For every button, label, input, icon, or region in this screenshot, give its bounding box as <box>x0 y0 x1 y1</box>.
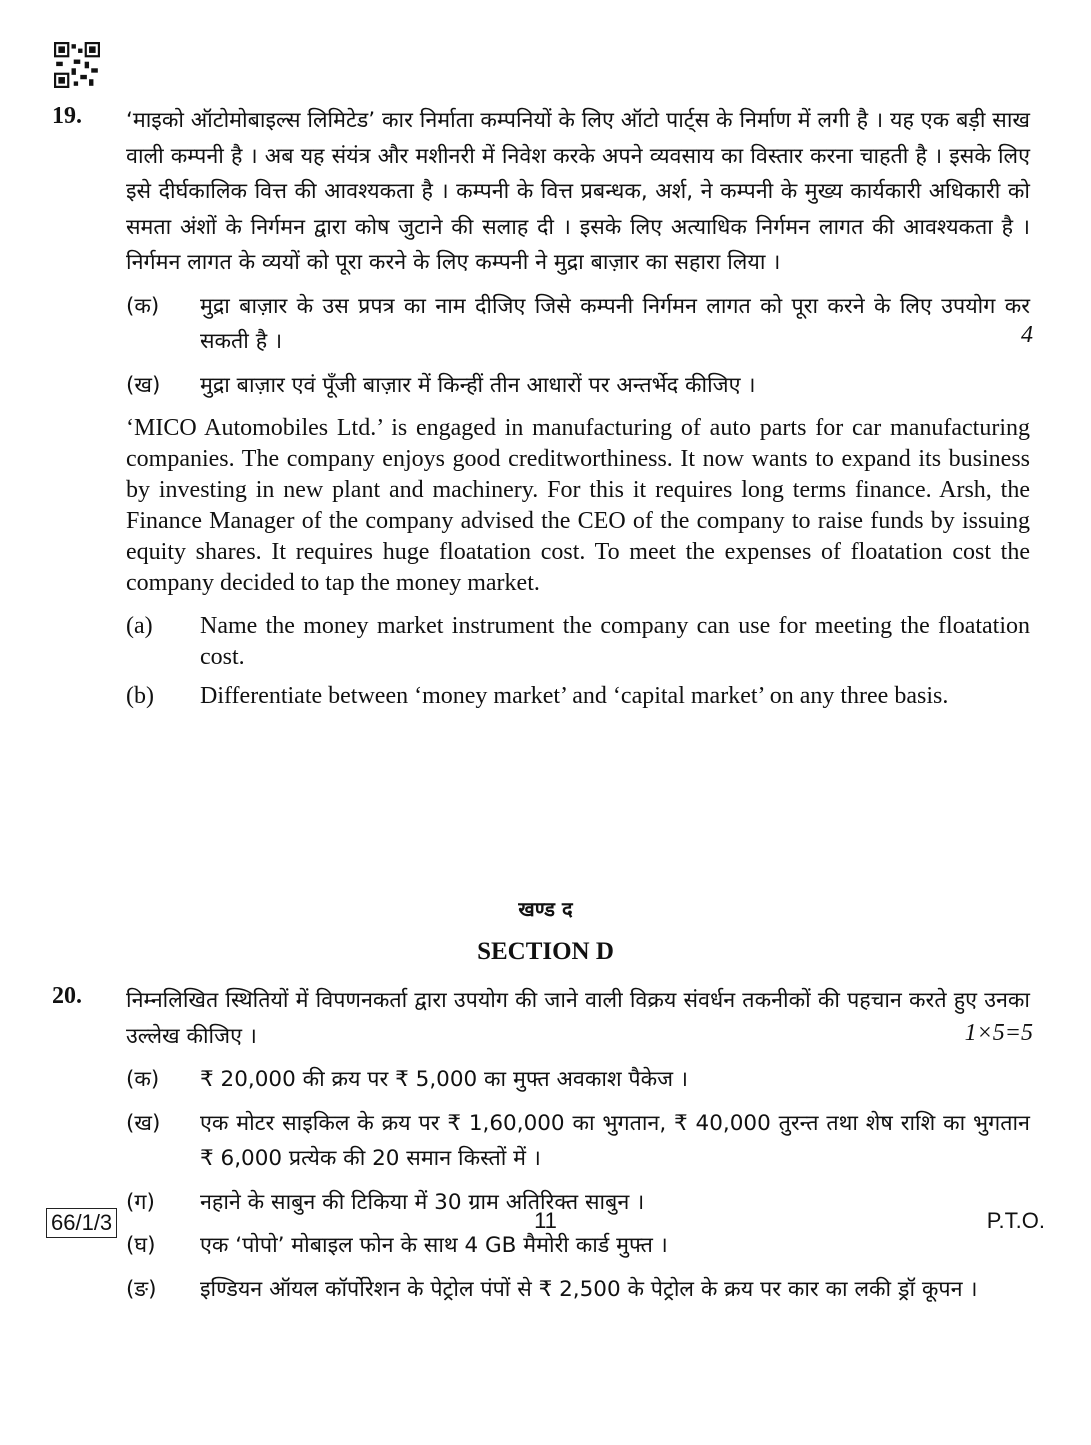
sub-label: (ङ) <box>126 1276 157 1302</box>
sub-label: (क) <box>126 1067 160 1092</box>
sub-question-ka <box>126 1062 1030 1098</box>
sub-question-english-b <box>126 681 1030 712</box>
sub-label: (b) <box>126 683 154 709</box>
sub-question-hindi-ka <box>126 289 1030 360</box>
page-number: 11 <box>534 1208 557 1233</box>
sub-label: (a) <box>126 613 153 639</box>
sub-text: Differentiate between ‘money market’ and ‘capital market’ on any three basis. <box>200 683 949 709</box>
question-19 <box>52 103 1033 712</box>
sub-label: (घ) <box>126 1233 156 1258</box>
sub-text: नहाने के साबुन की टिकिया में 30 ग्राम अतिरिक्त साबुन । <box>200 1189 645 1215</box>
sub-text: इण्डियन ऑयल कॉर्पोरेशन के पेट्रोल पंपों से ₹ 2,500 के पेट्रोल के क्रय पर कार का लकी ड्रॉ कूपन । <box>200 1276 978 1302</box>
question-19-marks: 4 <box>1021 322 1033 348</box>
sub-text: एक मोटर साइकिल के क्रय पर ₹ 1,60,000 का भुगतान, ₹ 40,000 तुरन्त तथा शेष राशि का भुगतान ₹ 6,000 प्रत्येक की 20 समान किस्तों में । <box>200 1110 1030 1171</box>
section-heading-english: SECTION D <box>477 938 614 965</box>
question-number: 20. <box>52 983 82 1009</box>
question-text-hindi: ‘माइको ऑटोमोबाइल्स लिमिटेड’ कार निर्माता कम्पनियों के लिए ऑटो पार्ट्स के निर्माण में लगी है । यह एक बड़ी साख वाली कम्पनी है । अब यह संयंत्र और मशीनरी में निवेश करके अपने व्यवसाय का विस्तार करना चाहती है । इसके लिए इसे दीर्घकालिक वित्त की आवश्यकता है । कम्पनी के वित्त प्रबन्धक, अर्श, ने कम्पनी के मुख्य कार्यकारी अधिकारी को समता अंशों के निर्गमन द्वारा कोष जुटाने की सलाह दी । इसके लिए अत्याधिक निर्गमन लागत की आवश्यकता है । निर्गमन लागत के व्ययों को पूरा करने के लिए कम्पनी ने मुद्रा बाज़ार का सहारा लिया । <box>126 108 1030 275</box>
sub-text: Name the money market instrument the company can use for meeting the floatation cost. <box>200 613 1030 670</box>
sub-question-nga <box>126 1272 1030 1308</box>
sub-question-english-a <box>126 611 1030 673</box>
paper-code: 66/1/3 <box>46 1208 117 1238</box>
sub-question-kha <box>126 1106 1030 1177</box>
sub-label: (ख) <box>126 1110 161 1136</box>
question-20-marks: 1×5=5 <box>964 1020 1033 1046</box>
question-text-english: ‘MICO Automobiles Ltd.’ is engaged in manufacturing of auto parts for car manufacturing companies. The company enjoys good creditworthiness. It now wants to expand its business by investing in new plant and machinery. For this it requires long terms finance. Arsh, the Finance Manager of the company advised the CEO of the company to raise funds by issuing equity shares. It requires huge floatation cost. To meet the expenses of floatation cost the company decided to tap the money market. <box>126 415 1030 596</box>
pto-label: P.T.O. <box>986 1208 1045 1233</box>
sub-label: (ग) <box>126 1189 155 1215</box>
sub-text: मुद्रा बाज़ार एवं पूँजी बाज़ार में किन्हीं तीन आधारों पर अन्तर्भेद कीजिए । <box>200 372 756 398</box>
question-text-hindi: निम्नलिखित स्थितियों में विपणनकर्ता द्वारा उपयोग की जाने वाली विक्रय संवर्धन तकनीकों की पहचान करते हुए उनका उल्लेख कीजिए । <box>126 988 1030 1049</box>
sub-text: ₹ 20,000 की क्रय पर ₹ 5,000 का मुफ्त अवकाश पैकेज । <box>200 1067 689 1092</box>
sub-question-hindi-kha <box>126 368 1030 404</box>
question-number: 19. <box>52 103 82 129</box>
sub-label: (ख) <box>126 372 161 398</box>
section-heading-hindi: खण्ड द <box>518 897 573 921</box>
qr-code-icon <box>54 42 100 88</box>
question-20 <box>52 983 1033 1307</box>
sub-label: (क) <box>126 293 160 319</box>
sub-text: एक ‘पोपो’ मोबाइल फोन के साथ 4 GB मैमोरी कार्ड मुफ्त । <box>200 1233 668 1258</box>
sub-text: मुद्रा बाज़ार के उस प्रपत्र का नाम दीजिए जिसे कम्पनी निर्गमन लागत को पूरा करने के लिए उपयोग कर सकती है । <box>200 293 1030 354</box>
